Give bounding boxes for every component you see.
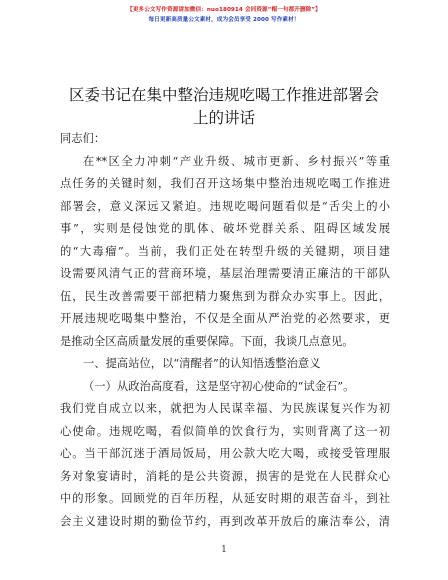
paragraph-line: 务对象宴请时，消耗的是公共资源，损害的是党在人民群众心 bbox=[60, 469, 390, 483]
document-body bbox=[60, 128, 390, 533]
promo-banner-red[interactable]: 【更多公文写作资源请加微信：nuo180914 会同资源“帽一句都开删除”】 bbox=[127, 7, 321, 13]
paragraph-line: 会主义建设时期的勤俭节约，再到改革开放后的廉洁奉公，清 bbox=[60, 514, 390, 528]
paragraph-line: 的“大毒瘤”。当前，我们正处在转型升级的关键期，项目建 bbox=[60, 244, 390, 258]
title-line: 上的讲话 bbox=[192, 109, 255, 127]
paragraph-line: 点任务的关键时刻，我们召开这场集中整治违规吃喝工作推进 bbox=[60, 177, 390, 190]
section-heading: 一、提高站位，以“清醒者”的认知悟透整治意义 bbox=[83, 357, 321, 370]
paragraph-line: 开展违规吃喝集中整治，不仅是全面从严治党的必然要求，更 bbox=[60, 312, 390, 325]
title-line: 区委书记在集中整治违规吃喝工作推进部署会 bbox=[68, 86, 379, 104]
salutation: 同志们： bbox=[60, 132, 106, 145]
page-title bbox=[40, 84, 408, 130]
subsection-heading: （一）从政治高度看，这是坚守初心使命的“试金石”。 bbox=[83, 379, 355, 393]
paragraph-line: 事”，实则是侵蚀党的肌体、破坏党群关系、阻碍区域发展 bbox=[60, 222, 390, 235]
paragraph-line: 心使命。违规吃喝，看似简单的饮食行为，实则背离了这一初 bbox=[60, 424, 390, 438]
page-number: 1 bbox=[221, 545, 227, 555]
paragraph-line: 我们党自成立以来，就把为人民谋幸福、为民族谋复兴作为初 bbox=[60, 402, 390, 415]
paragraph-line: 在**区全力冲刺“产业升级、城市更新、乡村振兴”等重 bbox=[83, 154, 390, 168]
paragraph-line: 部署会，意义深远又紧迫。违规吃喝问题看似是“舌尖上的小 bbox=[60, 199, 390, 213]
paragraph-line: 伍，民生改善需要干部把精力聚焦到为群众办实事上。因此， bbox=[60, 289, 390, 303]
promo-banner-blue[interactable]: 每日更新高质量公文素材，成为会员享受 2000 写作素材！ bbox=[148, 17, 300, 23]
paragraph-line: 中的形象。回顾党的百年历程，从延安时期的艰苦奋斗，到社 bbox=[60, 492, 390, 505]
paragraph-line: 设需要风清气正的营商环境，基层治理需要清正廉洁的干部队 bbox=[60, 267, 390, 280]
paragraph-line: 是推动全区高质量发展的重要保障。下面，我谈几点意见。 bbox=[60, 334, 354, 348]
paragraph-line: 心。当干部沉迷于酒局饭局，用公款大吃大喝，或接受管理服 bbox=[60, 447, 390, 460]
